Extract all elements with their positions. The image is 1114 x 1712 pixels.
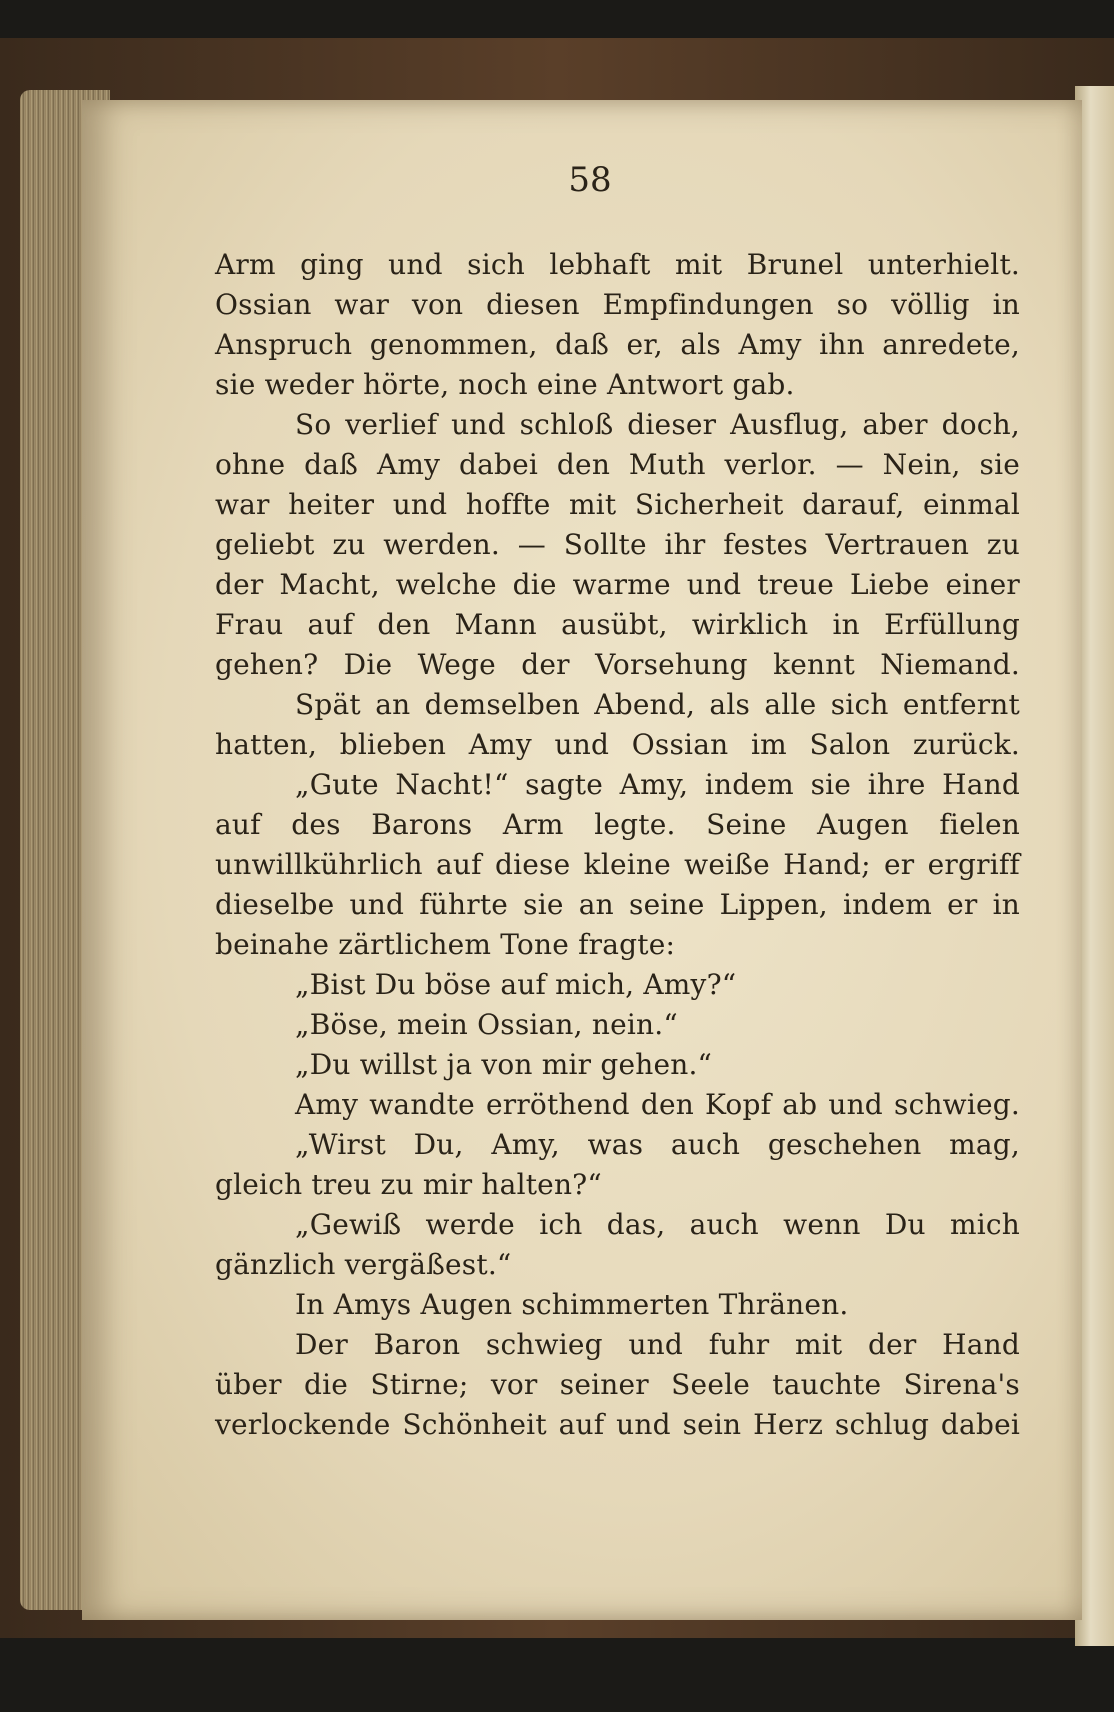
text-line: war heiter und hoffte mit Sicherheit darauf, einmal — [215, 488, 1020, 521]
text-line: Spät an demselben Abend, als alle sich entfernt — [295, 688, 1020, 721]
text-line: In Amys Augen schimmerten Thränen. — [295, 1288, 849, 1321]
text-line: So verlief und schloß dieser Ausflug, aber doch, — [295, 408, 1020, 441]
text-line: verlockende Schönheit auf und sein Herz schlug dabei — [215, 1408, 1020, 1441]
text-line: Ossian war von diesen Empfindungen so völlig in — [215, 288, 1020, 321]
text-line: sie weder hörte, noch eine Antwort gab. — [215, 368, 795, 401]
text-line: gänzlich vergäßest.“ — [215, 1248, 512, 1281]
text-line: „Bist Du böse auf mich, Amy?“ — [295, 968, 737, 1001]
text-line: „Du willst ja von mir gehen.“ — [295, 1048, 713, 1081]
body-text — [215, 245, 1020, 1445]
text-line: „Wirst Du, Amy, was auch geschehen mag, — [295, 1128, 1020, 1161]
text-line: ohne daß Amy dabei den Muth verlor. — Nein, sie — [215, 448, 1020, 481]
text-line: Arm ging und sich lebhaft mit Brunel unterhielt. — [215, 248, 1020, 281]
text-line: beinahe zärtlichem Tone fragte: — [215, 928, 676, 961]
text-line: hatten, blieben Amy und Ossian im Salon zurück. — [215, 728, 1020, 761]
text-line: „Gewiß werde ich das, auch wenn Du mich — [295, 1208, 1020, 1241]
page-number: 58 — [568, 160, 612, 200]
text-line: über die Stirne; vor seiner Seele tauchte Sirena's — [215, 1368, 1020, 1401]
text-line: gleich treu zu mir halten?“ — [215, 1168, 602, 1201]
text-line: auf des Barons Arm legte. Seine Augen fielen — [215, 808, 1020, 841]
text-line: Der Baron schwieg und fuhr mit der Hand — [295, 1328, 1020, 1361]
text-line: Anspruch genommen, daß er, als Amy ihn anredete, — [215, 328, 1020, 361]
text-line: Amy wandte erröthend den Kopf ab und schwieg. — [295, 1088, 1020, 1121]
text-line: dieselbe und führte sie an seine Lippen, indem er in — [215, 888, 1020, 921]
text-line: geliebt zu werden. — Sollte ihr festes Vertrauen zu — [215, 528, 1020, 561]
text-line: der Macht, welche die warme und treue Liebe einer — [215, 568, 1020, 601]
text-line: „Böse, mein Ossian, nein.“ — [295, 1008, 678, 1041]
text-line: Frau auf den Mann ausübt, wirklich in Erfüllung — [215, 608, 1020, 641]
text-line: „Gute Nacht!“ sagte Amy, indem sie ihre Hand — [295, 768, 1020, 801]
text-line: unwillkührlich auf diese kleine weiße Hand; er ergriff — [215, 848, 1020, 881]
text-line: gehen? Die Wege der Vorsehung kennt Niemand. — [215, 648, 1020, 681]
